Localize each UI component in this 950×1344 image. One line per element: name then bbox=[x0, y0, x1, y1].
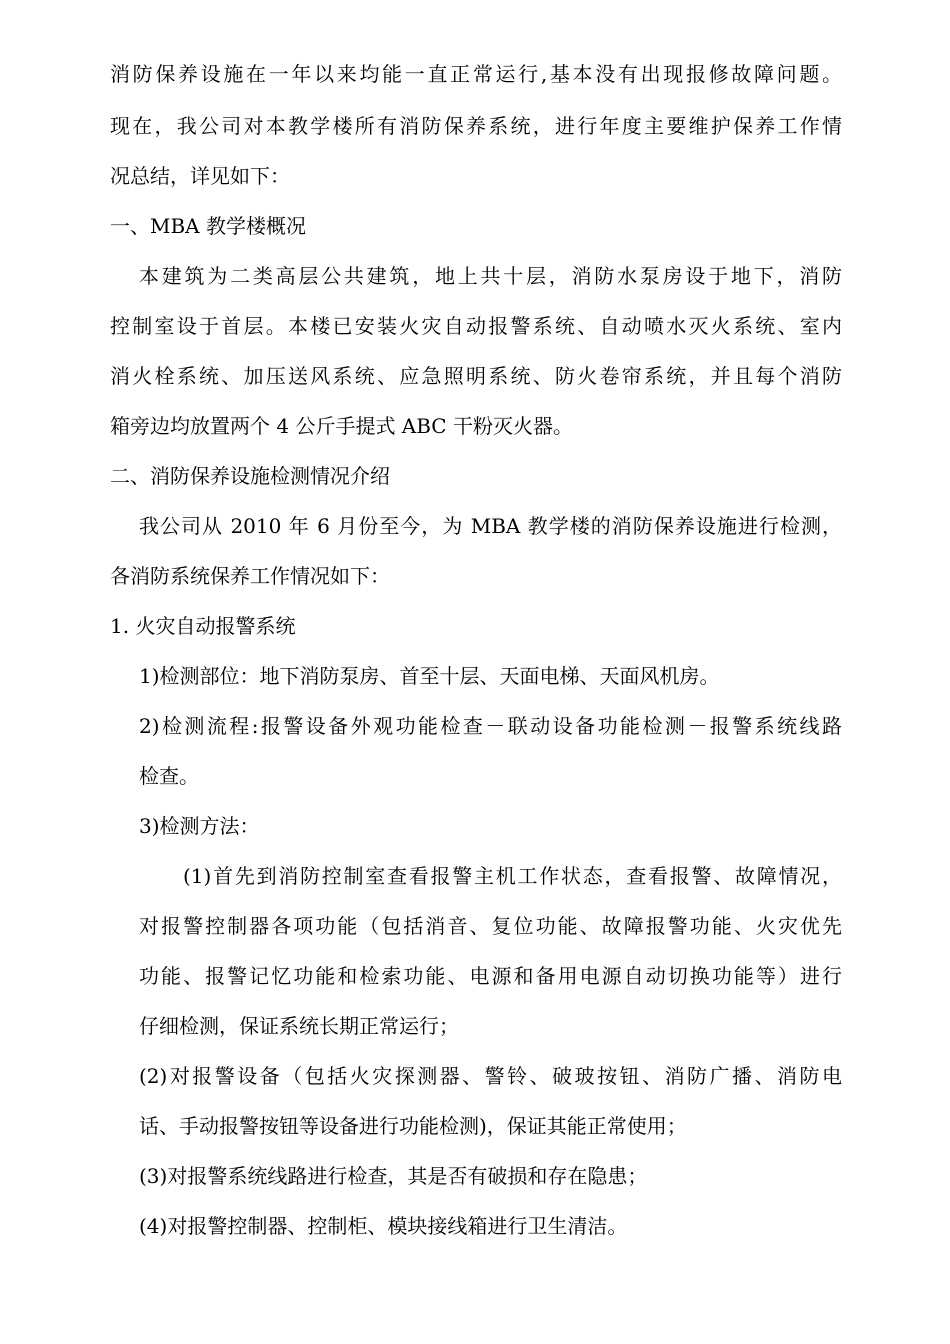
text-line: (2)对报警设备（包括火灾探测器、警铃、破玻按钮、消防广播、消防电 bbox=[139, 1064, 842, 1088]
subsection-heading: 1. 火灾自动报警系统 bbox=[110, 614, 296, 638]
text-line: 箱旁边均放置两个 4 公斤手提式 ABC 干粉灭火器。 bbox=[110, 414, 573, 438]
text-line: 2)检测流程:报警设备外观功能检查－联动设备功能检测－报警系统线路 bbox=[139, 714, 842, 738]
text-line: 对报警控制器各项功能（包括消音、复位功能、故障报警功能、火灾优先 bbox=[139, 914, 842, 938]
text-line: 本建筑为二类高层公共建筑，地上共十层，消防水泵房设于地下，消防 bbox=[139, 264, 842, 288]
text-line: 各消防系统保养工作情况如下： bbox=[110, 564, 390, 588]
text-line: 1)检测部位：地下消防泵房、首至十层、天面电梯、天面风机房。 bbox=[139, 664, 720, 688]
section-heading: 二、消防保养设施检测情况介绍 bbox=[110, 464, 390, 488]
text-line: 3)检测方法： bbox=[139, 814, 260, 838]
text-line: 检查。 bbox=[139, 764, 199, 788]
text-line: 仔细检测，保证系统长期正常运行； bbox=[139, 1014, 459, 1038]
text-line: 话、手动报警按钮等设备进行功能检测)，保证其能正常使用； bbox=[139, 1114, 687, 1138]
text-line: 控制室设于首层。本楼已安装火灾自动报警系统、自动喷水灭火系统、室内 bbox=[110, 314, 842, 338]
text-line: 消火栓系统、加压送风系统、应急照明系统、防火卷帘系统，并且每个消防 bbox=[110, 364, 842, 388]
text-line: 功能、报警记忆功能和检索功能、电源和备用电源自动切换功能等）进行 bbox=[139, 964, 842, 988]
text-line: (1)首先到消防控制室查看报警主机工作状态，查看报警、故障情况， bbox=[183, 864, 842, 888]
text-line: 消防保养设施在一年以来均能一直正常运行,基本没有出现报修故障问题。 bbox=[110, 62, 842, 86]
text-line: (4)对报警控制器、控制柜、模块接线箱进行卫生清洁。 bbox=[139, 1214, 628, 1238]
text-line: (3)对报警系统线路进行检查，其是否有破损和存在隐患； bbox=[139, 1164, 648, 1188]
text-line: 现在，我公司对本教学楼所有消防保养系统，进行年度主要维护保养工作情 bbox=[110, 114, 842, 138]
text-line: 况总结，详见如下： bbox=[110, 164, 290, 188]
section-heading: 一、MBA 教学楼概况 bbox=[110, 214, 306, 238]
text-line: 我公司从 2010 年 6 月份至今，为 MBA 教学楼的消防保养设施进行检测， bbox=[139, 514, 842, 538]
